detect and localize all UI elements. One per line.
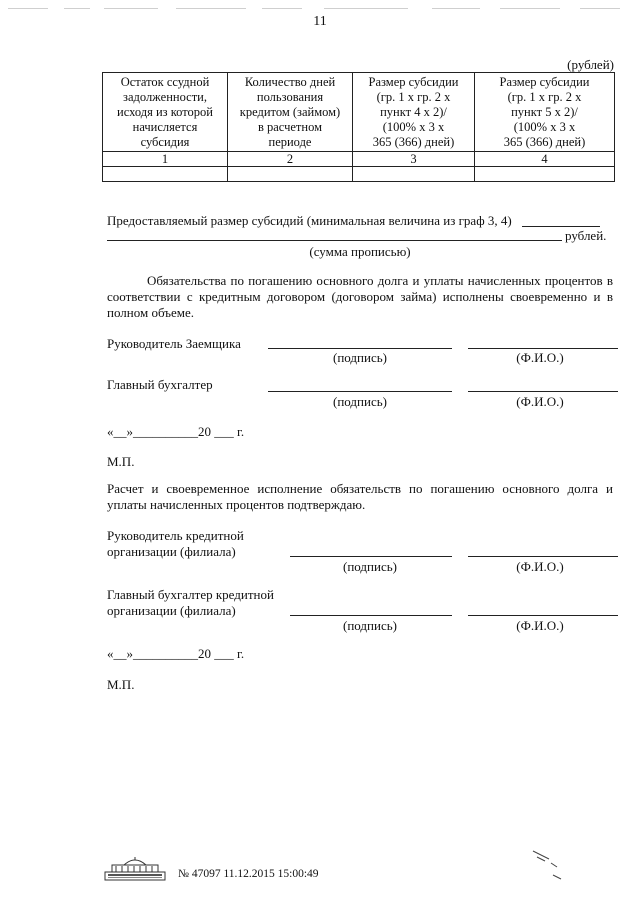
column-number-row: [103, 152, 615, 167]
borrower-accountant-label: Главный бухгалтер: [107, 377, 213, 392]
bank-head-signature-field[interactable]: [290, 556, 452, 557]
seal-placeholder: М.П.: [107, 677, 135, 692]
amount-in-words-caption: (сумма прописью): [309, 244, 411, 259]
bank-accountant-signature-field[interactable]: [290, 615, 452, 616]
unit-label: (рублей): [567, 57, 614, 72]
signature-caption: (подпись): [333, 394, 387, 409]
name-caption: (Ф.И.О.): [516, 350, 564, 365]
header-days-count: Количество дней пользования кредитом (займом) в расчетном периоде: [228, 73, 353, 152]
table-cell[interactable]: [103, 167, 228, 182]
bank-accountant-name-field[interactable]: [468, 615, 618, 616]
registration-number: № 47097 11.12.2015 15:00:49: [178, 868, 319, 880]
borrower-head-signature-field[interactable]: [268, 348, 452, 349]
archive-building-icon: [104, 856, 166, 882]
borrower-head-label: Руководитель Заемщика: [107, 336, 241, 351]
header-subsidy-p5: Размер субсидии (гр. 1 x гр. 2 x пункт 5 x 2)/ (100% x 3 x 365 (366) дней): [475, 73, 615, 152]
column-number: 2: [228, 152, 353, 167]
date-line[interactable]: «__»__________20 ___ г.: [107, 424, 245, 439]
date-line[interactable]: «__»__________20 ___ г.: [107, 646, 245, 661]
registration-footer: [104, 856, 364, 884]
column-number: 1: [103, 152, 228, 167]
table-cell[interactable]: [228, 167, 353, 182]
signature-caption: (подпись): [333, 350, 387, 365]
empty-data-row: [103, 167, 615, 182]
pen-marks-icon: [527, 847, 567, 883]
table-header-row: [103, 73, 615, 152]
name-caption: (Ф.И.О.): [516, 559, 564, 574]
borrower-accountant-name-field[interactable]: [468, 391, 618, 392]
borrower-accountant-signature-field[interactable]: [268, 391, 452, 392]
bank-head-name-field[interactable]: [468, 556, 618, 557]
column-number: 3: [353, 152, 475, 167]
subsidy-amount-field[interactable]: [522, 226, 600, 227]
scan-artifact: [0, 8, 640, 10]
page-number: 11: [313, 14, 327, 29]
header-subsidy-p4: Размер субсидии (гр. 1 x гр. 2 x пункт 4 x 2)/ (100% x 3 x 365 (366) дней): [353, 73, 475, 152]
confirmation-paragraph: Расчет и своевременное исполнение обязательств по погашению основного долга и уплаты начисленных процентов подтверждаю.: [107, 481, 613, 512]
table-cell[interactable]: [353, 167, 475, 182]
seal-placeholder: М.П.: [107, 454, 135, 469]
signature-caption: (подпись): [343, 618, 397, 633]
name-caption: (Ф.И.О.): [516, 394, 564, 409]
bank-head-label-line2: организации (филиала): [107, 544, 236, 559]
bank-accountant-label-line2: организации (филиала): [107, 603, 236, 618]
signature-caption: (подпись): [343, 559, 397, 574]
subsidy-table: [102, 72, 615, 182]
rubles-suffix: рублей.: [565, 228, 607, 243]
name-caption: (Ф.И.О.): [516, 618, 564, 633]
amount-in-words-field[interactable]: [107, 240, 562, 241]
obligations-paragraph: Обязательства по погашению основного долга и уплаты начисленных процентов в соответствии с кредитным договором (договором займа) исполнены своевременно и в полном объеме.: [107, 273, 613, 320]
subsidy-amount-label: Предоставляемый размер субсидий (минимальная величина из граф 3, 4): [107, 213, 512, 228]
table-cell[interactable]: [475, 167, 615, 182]
bank-head-label-line1: Руководитель кредитной: [107, 528, 244, 543]
header-remaining-debt: Остаток ссудной задолженности, исходя из которой начисляется субсидия: [103, 73, 228, 152]
column-number: 4: [475, 152, 615, 167]
borrower-head-name-field[interactable]: [468, 348, 618, 349]
bank-accountant-label-line1: Главный бухгалтер кредитной: [107, 587, 274, 602]
